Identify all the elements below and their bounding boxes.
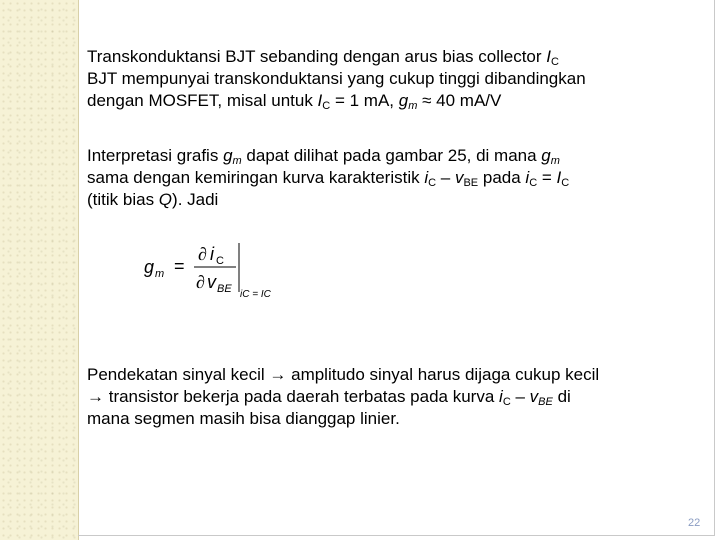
text: – [436,168,455,187]
decorative-sidebar [0,0,79,540]
subscript: C [561,177,570,189]
text: dengan MOSFET, misal untuk [87,91,318,110]
text: di [552,387,571,406]
symbol: Q [158,190,173,209]
text: dapat dilihat pada gambar 25, di mana [241,146,542,165]
symbol: I [546,47,552,66]
formula-BE: BE [217,283,232,295]
text: sama dengan kemiringan kurva karakteristik [87,168,425,187]
text: – [510,387,530,406]
transconductance-formula [144,240,284,304]
text: (titik bias [87,190,159,209]
formula-g: g [144,257,155,277]
formula-condition: iC = IC [240,289,271,300]
formula-equals: = [174,256,185,276]
subscript: m [408,100,418,112]
right-border [714,0,715,536]
text: Interpretasi grafis [87,146,224,165]
text: Pendekatan sinyal kecil → amplitudo sinyal harus dijaga cukup kecil [87,365,600,384]
text: ≈ 40 mA/V [417,91,502,110]
symbol: v [529,387,539,406]
formula-C: C [216,255,224,267]
text: Transkonduktansi BJT sebanding dengan arus bias collector [87,47,547,66]
formula-partial-bottom: ∂ [196,272,205,292]
text: mana segmen masih bisa dianggap linier. [87,409,400,428]
symbol: I [317,91,323,110]
text: BJT mempunyai transkonduktansi yang cukup tinggi dibandingkan [87,69,586,88]
paragraph-small-signal [87,364,702,430]
page-number: 22 [688,517,701,529]
formula-v: v [207,272,216,292]
text: = [537,168,557,187]
paragraph-graphical-interpretation [87,145,702,211]
subscript: C [551,56,559,68]
subscript: BE [538,396,553,408]
symbol: i [424,168,429,187]
subscript: m [232,155,242,167]
symbol: v [454,168,464,187]
symbol: g [223,146,233,165]
symbol: g [541,146,551,165]
symbol: I [556,168,562,187]
subscript: m [550,155,560,167]
symbol: i [499,387,503,406]
subscript: C [428,177,437,189]
text: = 1 mA, [330,91,399,110]
symbol: i [525,168,530,187]
formula-partial-top: ∂ [198,244,207,264]
subscript: BE [463,177,479,189]
symbol: g [398,91,409,110]
paragraph-transconductance [87,46,702,112]
text: → transistor bekerja pada daerah terbatas pada kurva [87,387,500,406]
formula-i: i [210,244,214,264]
subscript: C [529,177,538,189]
bottom-border [78,535,714,536]
subscript: C [322,100,331,112]
text: pada [478,168,526,187]
formula-m: m [155,268,165,280]
subscript: C [502,396,511,408]
text: ). Jadi [172,190,219,209]
